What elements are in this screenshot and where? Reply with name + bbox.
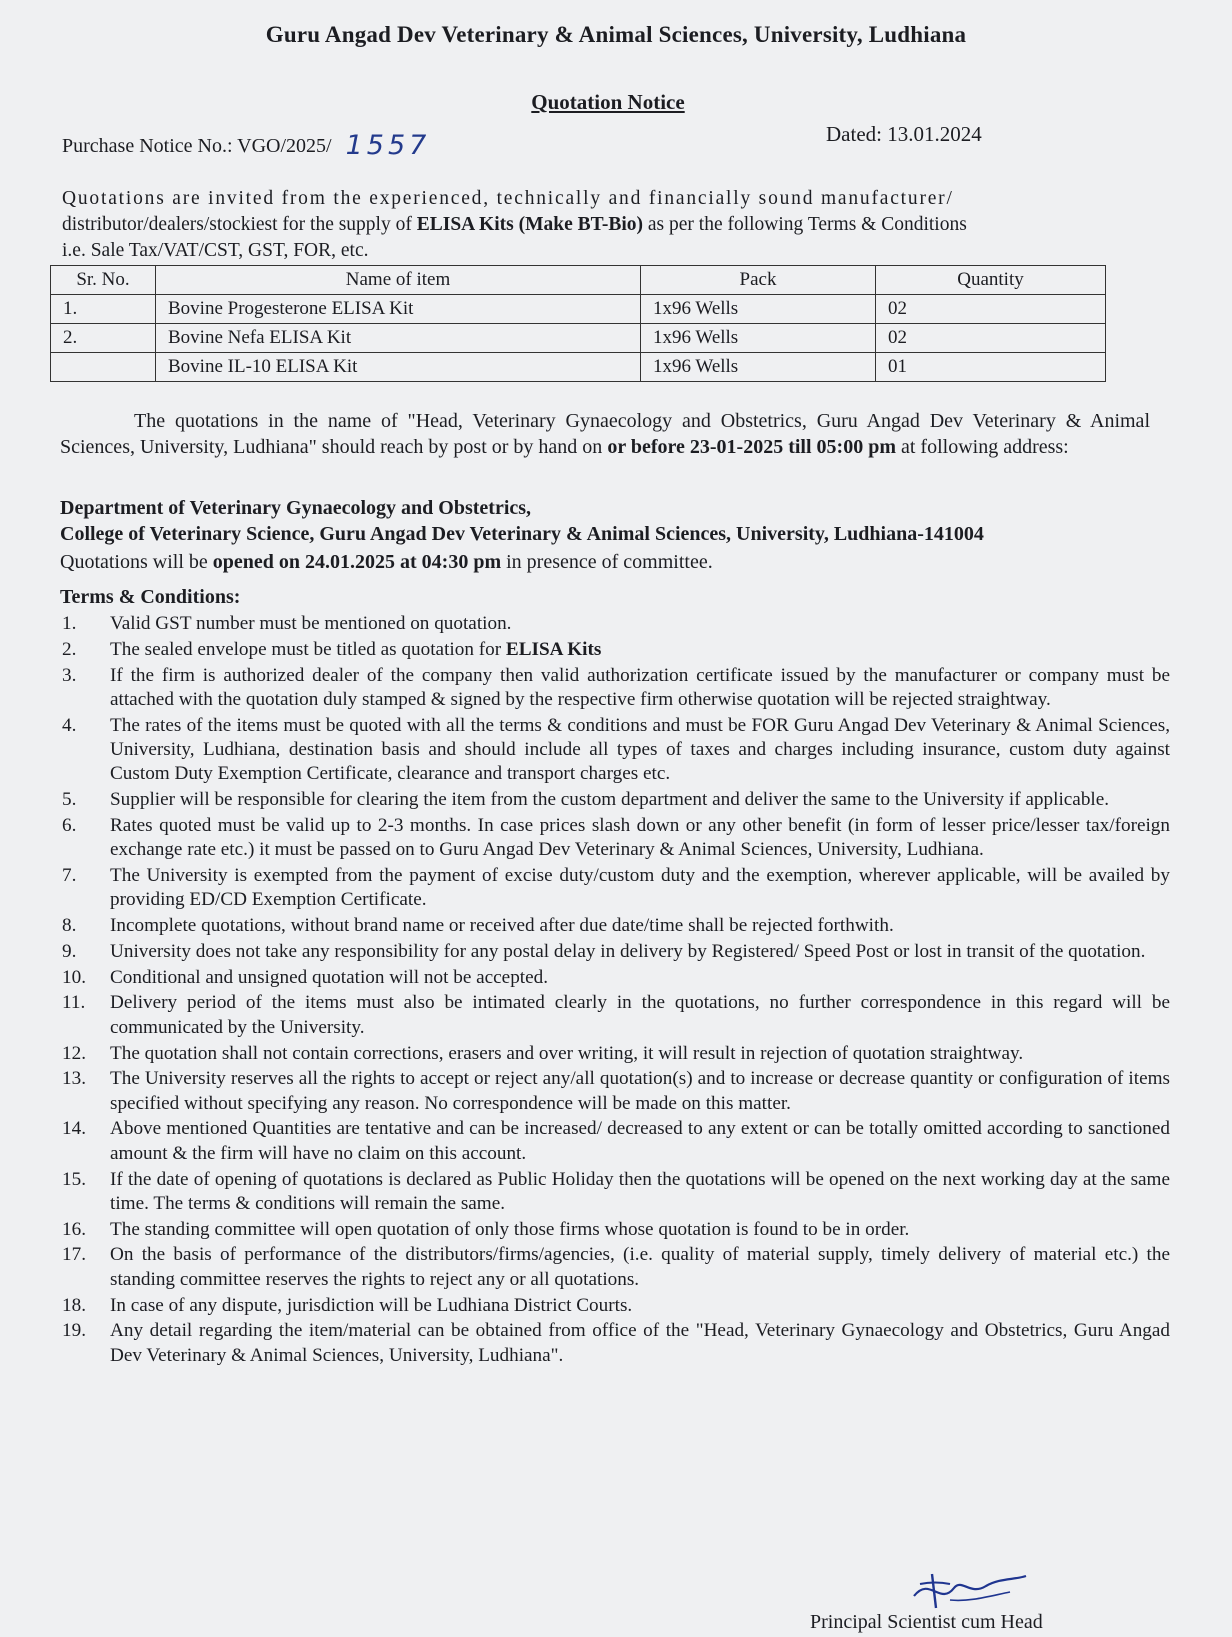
purchase-notice-number: 1557 (345, 130, 431, 161)
term-text: If the firm is authorized dealer of the company then valid authorization certificate issued by the manufacturer or company must be attached with the quotation duly stamped & signed by the respective firm otherwise quotation will be rejected straightway. (110, 664, 1170, 710)
header-item-name: Name of item (156, 266, 641, 295)
term-item (62, 991, 1170, 1040)
term-text: Any detail regarding the item/material can be obtained from office of the "Head, Veterinary Gynaecology and Obstetrics, Guru Angad Dev Veterinary & Animal Sciences, University, Ludhiana". (110, 1320, 1170, 1366)
submission-deadline: or before 23-01-2025 till 05:00 pm (607, 436, 896, 458)
term-text: On the basis of performance of the distributors/firms/agencies, (i.e. quality of material supply, timely delivery of material etc.) the standing committee reserves the rights to reject any or all quotations. (110, 1244, 1170, 1290)
purchase-notice-label: Purchase Notice No.: VGO/2025/ (62, 135, 332, 157)
term-number: 7. (62, 864, 77, 886)
term-text: Rates quoted must be valid up to 2-3 months. In case prices slash down or any other benefit (in form of lesser price/lesser tax/foreign exchange rate etc.) it must be passed on to Guru Angad Dev Veterinary & Animal Sciences, University, Ludhiana. (110, 814, 1170, 861)
items-table (50, 265, 1106, 382)
term-item (62, 1294, 1170, 1318)
opening-text: Quotations will be (60, 551, 213, 573)
submission-text-end: at following address: (895, 436, 1069, 458)
term-item (62, 864, 1170, 913)
term-number: 11. (62, 992, 86, 1014)
cell-sr (51, 353, 156, 382)
term-text: Supplier will be responsible for clearing the item from the custom department and deliver the same to the University if applicable. (110, 789, 1110, 811)
term-item (62, 1319, 1170, 1368)
cell-qty: 01 (876, 353, 1106, 382)
university-title: Guru Angad Dev Veterinary & Animal Sciences, University, Ludhiana (265, 22, 967, 47)
header-pack: Pack (641, 266, 876, 295)
term-text: In case of any dispute, jurisdiction will be Ludhiana District Courts. (110, 1294, 633, 1316)
purchase-notice (62, 128, 430, 159)
header-quantity: Quantity (876, 266, 1106, 295)
term-text: Delivery period of the items must also be intimated clearly in the quotations, no further correspondence in this regard will be communicated by the University. (110, 992, 1170, 1038)
term-item (62, 914, 1170, 938)
term-item (62, 1067, 1170, 1116)
submission-text: The quotations in the name of "Head, Veterinary Gynaecology and Obstetrics, Guru Angad Dev Veterinary & Animal Sciences, University, Ludhiana" should reach by post or by hand on (60, 410, 1150, 458)
term-number: 16. (62, 1218, 86, 1240)
opening-date: opened on 24.01.2025 at 04:30 pm (212, 551, 502, 573)
submission-paragraph (60, 408, 1150, 460)
intro-paragraph (62, 186, 1162, 264)
header-sr-no: Sr. No. (51, 266, 156, 295)
terms-list (62, 612, 1170, 1369)
term-item (62, 664, 1170, 713)
term-number: 15. (62, 1168, 86, 1190)
term-number: 12. (62, 1042, 86, 1064)
cell-sr: 1. (51, 295, 156, 324)
term-text: Valid GST number must be mentioned on quotation. (110, 613, 512, 634)
term-number: 3. (62, 664, 77, 686)
signer-designation: Principal Scientist cum Head (810, 1611, 1043, 1633)
term-number: 13. (62, 1068, 86, 1090)
intro-line-2 (62, 212, 1162, 238)
term-number: 5. (62, 789, 77, 811)
cell-qty: 02 (876, 295, 1106, 324)
term-text: Conditional and unsigned quotation will not be accepted. (110, 966, 549, 988)
term-number: 14. (62, 1118, 86, 1140)
intro-line-2-text: distributor/dealers/stockiest for the supply of (62, 214, 417, 235)
term-text: Incomplete quotations, without brand name or received after due date/time shall be rejected forthwith. (110, 915, 894, 937)
cell-name: Bovine Progesterone ELISA Kit (156, 295, 641, 324)
intro-line-1: Quotations are invited from the experienced, technically and financially sound manufacturer/ (62, 188, 954, 209)
term-item (62, 966, 1170, 990)
address-line-1: Department of Veterinary Gynaecology and Obstetrics, (60, 497, 532, 519)
cell-pack: 1x96 Wells (641, 295, 876, 324)
term-number: 17. (62, 1244, 86, 1266)
cell-name: Bovine Nefa ELISA Kit (156, 324, 641, 353)
intro-line-3: i.e. Sale Tax/VAT/CST, GST, FOR, etc. (62, 240, 369, 261)
term-text: Above mentioned Quantities are tentative and can be increased/ decreased to any extent or can be totally omitted according to sanctioned amount & the firm will have no claim on this account. (110, 1118, 1170, 1164)
term-number: 9. (62, 940, 77, 962)
term-text: The standing committee will open quotation of only those firms whose quotation is found to be in order. (110, 1218, 910, 1240)
cell-sr: 2. (51, 324, 156, 353)
term-text: The sealed envelope must be titled as quotation for (110, 638, 506, 660)
term-number: 1. (62, 613, 77, 634)
table-row (51, 295, 1106, 324)
address-line-2: College of Veterinary Science, Guru Angad Dev Veterinary & Animal Sciences, University, Ludhiana-141004 (60, 523, 984, 545)
signature-mark (910, 1566, 1030, 1611)
intro-line-2-end: as per the following Terms & Conditions (643, 214, 967, 235)
term-number: 10. (62, 966, 86, 988)
term-text: University does not take any responsibility for any postal delay in delivery by Registered/ Speed Post or lost in transit of the quotation. (110, 940, 1146, 962)
term-text: The University is exempted from the payment of excise duty/custom duty and the exemption, wherever applicable, will be availed by providing ED/CD Exemption Certificate. (110, 864, 1170, 911)
table-header-row (51, 266, 1106, 295)
opening-text-end: in presence of committee. (501, 551, 713, 573)
cell-name: Bovine IL-10 ELISA Kit (156, 353, 641, 382)
term-item (62, 1117, 1170, 1166)
term-item (62, 788, 1170, 812)
notice-title: Quotation Notice (531, 90, 685, 114)
opening-line (60, 549, 713, 575)
notice-date: Dated: 13.01.2024 (826, 122, 982, 146)
term-text: If the date of opening of quotations is declared as Public Holiday then the quotations will be opened on the next working day at the same time. The terms & conditions will remain the same. (110, 1168, 1170, 1214)
term-item (62, 714, 1170, 787)
term-number: 6. (62, 814, 77, 836)
term-bold-text: ELISA Kits (505, 638, 602, 660)
term-item (62, 940, 1170, 964)
term-number: 8. (62, 915, 77, 937)
term-number: 2. (62, 638, 77, 660)
term-item (62, 1218, 1170, 1242)
term-item (62, 1243, 1170, 1292)
address-block (60, 495, 984, 547)
term-item (62, 1042, 1170, 1066)
term-item (62, 814, 1170, 863)
term-item (62, 638, 1170, 662)
term-number: 19. (62, 1320, 86, 1342)
table-row (51, 324, 1106, 353)
cell-pack: 1x96 Wells (641, 353, 876, 382)
cell-qty: 02 (876, 324, 1106, 353)
term-number: 4. (62, 714, 77, 736)
term-text: The quotation shall not contain corrections, erasers and over writing, it will result in rejection of quotation straightway. (110, 1042, 1024, 1064)
term-number: 18. (62, 1294, 86, 1316)
term-text: The rates of the items must be quoted with all the terms & conditions and must be FOR Guru Angad Dev Veterinary & Animal Sciences, University, Ludhiana, destination basis and should include all types of taxes and charges including insurance, custom duty against Custom Duty Exemption Certificate, clearance and transport charges etc. (110, 714, 1170, 785)
term-item (62, 1168, 1170, 1217)
intro-item-name: ELISA Kits (Make BT-Bio) (416, 214, 644, 235)
term-item (62, 612, 1170, 636)
table-row (51, 353, 1106, 382)
terms-heading: Terms & Conditions: (60, 586, 241, 608)
term-text: The University reserves all the rights to accept or reject any/all quotation(s) and to increase or decrease quantity or configuration of items specified without specifying any reason. No correspondence will be made on this matter. (110, 1068, 1170, 1114)
cell-pack: 1x96 Wells (641, 324, 876, 353)
